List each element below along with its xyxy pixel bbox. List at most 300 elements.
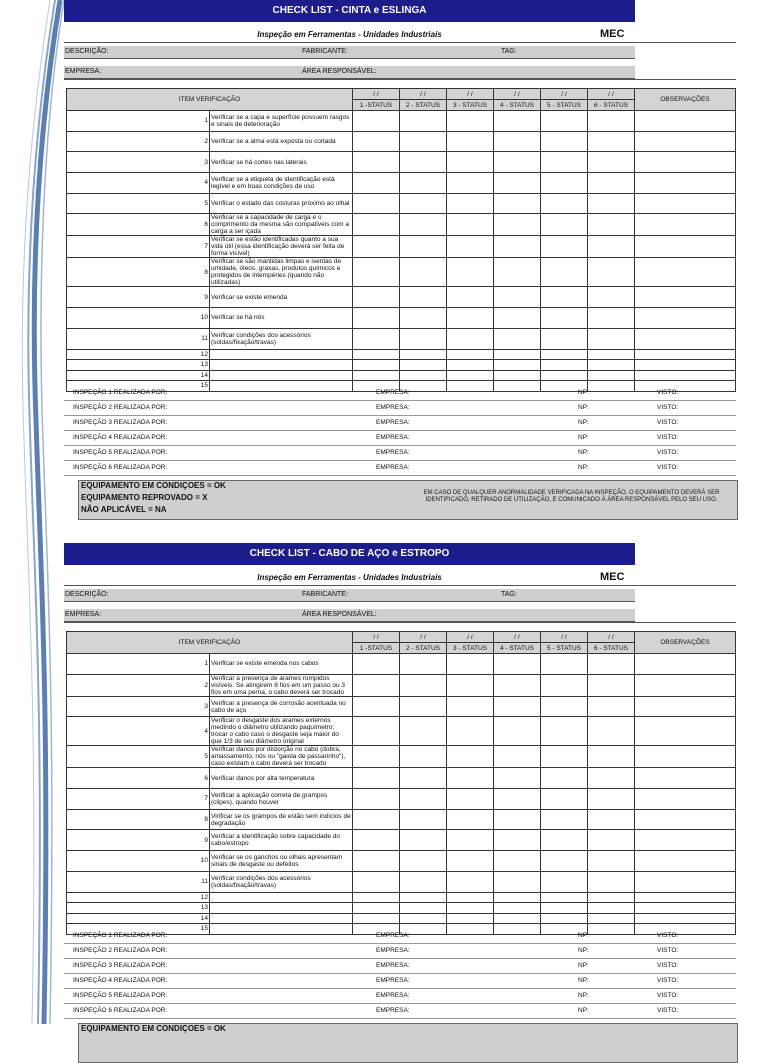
inspection-label: INSPEÇÃO 1 REALIZADA POR:	[73, 389, 168, 396]
status-cell[interactable]	[447, 892, 494, 903]
status-cell[interactable]	[353, 789, 400, 810]
inspection-label: INSPEÇÃO 1 REALIZADA POR:	[73, 932, 168, 939]
status-cell[interactable]	[588, 214, 635, 236]
status-cell[interactable]	[494, 768, 541, 789]
status-cell[interactable]	[400, 746, 447, 768]
status-cell[interactable]	[353, 214, 400, 236]
observation-cell[interactable]	[635, 258, 736, 287]
status-cell[interactable]	[494, 871, 541, 892]
status-cell[interactable]	[588, 308, 635, 329]
status-cell[interactable]	[447, 830, 494, 851]
status-cell[interactable]	[447, 360, 494, 371]
item-number: 13	[67, 360, 210, 371]
status-cell[interactable]	[494, 674, 541, 696]
empresa-sign-label: EMPRESA:	[376, 419, 410, 426]
status-cell[interactable]	[447, 717, 494, 746]
visto-label: VISTO:	[657, 947, 679, 954]
status-cell[interactable]	[447, 308, 494, 329]
checklist-table	[66, 631, 736, 935]
empresa-sign-label: EMPRESA:	[376, 992, 410, 999]
observation-cell[interactable]	[635, 360, 736, 371]
status-cell[interactable]	[494, 214, 541, 236]
status-cell[interactable]	[588, 696, 635, 717]
status-cell[interactable]	[588, 674, 635, 696]
item-text: Verificar condições dos acessórios (soldas/fixação/travas)	[210, 871, 353, 892]
status-cell[interactable]	[353, 674, 400, 696]
status-cell[interactable]	[353, 370, 400, 381]
tag-label: TAG:	[501, 591, 517, 598]
observation-cell[interactable]	[635, 851, 736, 872]
status-cell[interactable]	[447, 903, 494, 914]
item-text: Verificar se a capacidade de carga e o comprimento da mesma são compatíveis com a carga a ser içada	[210, 214, 353, 236]
status-cell[interactable]	[541, 360, 588, 371]
visto-label: VISTO:	[657, 1007, 679, 1014]
status-cell[interactable]	[494, 152, 541, 173]
status-cell[interactable]	[494, 789, 541, 810]
observation-cell[interactable]	[635, 809, 736, 830]
table-row	[67, 654, 736, 675]
status-cell[interactable]	[400, 349, 447, 360]
table-row	[67, 903, 736, 914]
observation-cell[interactable]	[635, 696, 736, 717]
status-cell[interactable]	[447, 287, 494, 308]
status-cell[interactable]	[447, 674, 494, 696]
signature-row	[64, 1004, 736, 1019]
status-cell[interactable]	[588, 654, 635, 675]
np-label: NP:	[578, 434, 589, 441]
status-cell[interactable]	[588, 193, 635, 214]
visto-label: VISTO:	[657, 464, 679, 471]
status-cell[interactable]	[447, 851, 494, 872]
status-header: 2 - STATUS	[400, 643, 447, 654]
status-cell[interactable]	[494, 654, 541, 675]
status-cell[interactable]	[353, 131, 400, 152]
table-row	[67, 789, 736, 810]
np-label: NP:	[578, 389, 589, 396]
observation-cell[interactable]	[635, 131, 736, 152]
status-cell[interactable]	[494, 746, 541, 768]
observation-cell[interactable]	[635, 349, 736, 360]
status-cell[interactable]	[541, 173, 588, 194]
status-cell[interactable]	[588, 768, 635, 789]
observation-cell[interactable]	[635, 328, 736, 349]
observation-cell[interactable]	[635, 173, 736, 194]
item-number: 9	[67, 287, 210, 308]
status-cell[interactable]	[541, 328, 588, 349]
observation-cell[interactable]	[635, 789, 736, 810]
status-cell[interactable]	[541, 193, 588, 214]
status-cell[interactable]	[588, 111, 635, 132]
date-cell[interactable]: / /	[494, 632, 541, 643]
observation-cell[interactable]	[635, 152, 736, 173]
status-cell[interactable]	[447, 768, 494, 789]
np-label: NP:	[578, 419, 589, 426]
date-cell[interactable]: / /	[400, 632, 447, 643]
status-cell[interactable]	[541, 674, 588, 696]
status-cell[interactable]	[353, 903, 400, 914]
status-cell[interactable]	[494, 903, 541, 914]
status-cell[interactable]	[494, 173, 541, 194]
status-cell[interactable]	[494, 717, 541, 746]
item-number: 4	[67, 717, 210, 746]
status-cell[interactable]	[353, 328, 400, 349]
empresa-sign-label: EMPRESA:	[376, 464, 410, 471]
date-cell[interactable]: / /	[588, 632, 635, 643]
signature-row	[64, 959, 736, 974]
status-cell[interactable]	[447, 258, 494, 287]
status-cell[interactable]	[353, 851, 400, 872]
status-cell[interactable]	[541, 830, 588, 851]
status-cell[interactable]	[400, 193, 447, 214]
status-cell[interactable]	[400, 360, 447, 371]
observation-cell[interactable]	[635, 193, 736, 214]
status-cell[interactable]	[588, 871, 635, 892]
status-cell[interactable]	[588, 173, 635, 194]
status-cell[interactable]	[494, 696, 541, 717]
status-cell[interactable]	[588, 851, 635, 872]
status-cell[interactable]	[353, 193, 400, 214]
status-cell[interactable]	[447, 111, 494, 132]
status-cell[interactable]	[353, 111, 400, 132]
item-text: Verificar se a etiqueta de identificação está legível e em boas condições de uso	[210, 173, 353, 194]
status-cell[interactable]	[400, 830, 447, 851]
status-header: 5 - STATUS	[541, 643, 588, 654]
status-cell[interactable]	[447, 789, 494, 810]
status-cell[interactable]	[541, 287, 588, 308]
status-cell[interactable]	[588, 328, 635, 349]
status-cell[interactable]	[447, 236, 494, 258]
status-cell[interactable]	[494, 308, 541, 329]
signature-row	[64, 386, 736, 401]
item-number: 2	[67, 674, 210, 696]
item-number: 4	[67, 173, 210, 194]
tag-label: TAG:	[501, 48, 517, 55]
status-cell[interactable]	[400, 173, 447, 194]
status-cell[interactable]	[400, 674, 447, 696]
status-cell[interactable]	[400, 809, 447, 830]
status-cell[interactable]	[541, 654, 588, 675]
inspection-label: INSPEÇÃO 5 REALIZADA POR:	[73, 992, 168, 999]
table-row	[67, 214, 736, 236]
status-cell[interactable]	[400, 768, 447, 789]
status-cell[interactable]	[494, 830, 541, 851]
observation-cell[interactable]	[635, 308, 736, 329]
status-cell[interactable]	[588, 913, 635, 924]
item-text: Verificar o estado das costuras próximo ao olhal	[210, 193, 353, 214]
table-row	[67, 152, 736, 173]
status-cell[interactable]	[541, 913, 588, 924]
status-cell[interactable]	[400, 308, 447, 329]
status-cell[interactable]	[353, 871, 400, 892]
signature-row	[64, 431, 736, 446]
signature-row	[64, 989, 736, 1004]
date-cell[interactable]: / /	[447, 632, 494, 643]
status-header: 1 -STATUS	[353, 643, 400, 654]
status-cell[interactable]	[541, 789, 588, 810]
status-cell[interactable]	[541, 308, 588, 329]
status-cell[interactable]	[494, 892, 541, 903]
status-cell[interactable]	[588, 717, 635, 746]
item-text: Verificar se estão identificadas quanto a sua vida útil (essa identificação deverá ser feita de forma visível)	[210, 236, 353, 258]
status-cell[interactable]	[541, 236, 588, 258]
status-cell[interactable]	[447, 913, 494, 924]
date-cell[interactable]: / /	[494, 89, 541, 100]
status-cell[interactable]	[494, 370, 541, 381]
item-text	[210, 892, 353, 903]
status-cell[interactable]	[494, 349, 541, 360]
date-cell[interactable]: / /	[447, 89, 494, 100]
status-cell[interactable]	[494, 287, 541, 308]
descricao-row	[64, 589, 635, 602]
status-cell[interactable]	[400, 131, 447, 152]
np-label: NP:	[578, 962, 589, 969]
item-text	[210, 903, 353, 914]
status-cell[interactable]	[541, 892, 588, 903]
status-cell[interactable]	[541, 768, 588, 789]
signature-row	[64, 929, 736, 944]
status-header: 5 - STATUS	[541, 100, 588, 111]
status-cell[interactable]	[447, 871, 494, 892]
item-text	[210, 913, 353, 924]
legend-box	[78, 480, 738, 520]
status-cell[interactable]	[541, 131, 588, 152]
status-cell[interactable]	[400, 871, 447, 892]
status-cell[interactable]	[447, 152, 494, 173]
visto-label: VISTO:	[657, 962, 679, 969]
status-cell[interactable]	[353, 809, 400, 830]
visto-label: VISTO:	[657, 389, 679, 396]
status-cell[interactable]	[400, 892, 447, 903]
signature-row	[64, 446, 736, 461]
status-cell[interactable]	[494, 258, 541, 287]
status-cell[interactable]	[353, 360, 400, 371]
status-cell[interactable]	[541, 258, 588, 287]
status-cell[interactable]	[353, 236, 400, 258]
status-cell[interactable]	[353, 349, 400, 360]
observation-cell[interactable]	[635, 903, 736, 914]
status-cell[interactable]	[541, 851, 588, 872]
status-cell[interactable]	[400, 214, 447, 236]
status-cell[interactable]	[400, 913, 447, 924]
observation-cell[interactable]	[635, 236, 736, 258]
status-cell[interactable]	[353, 768, 400, 789]
status-cell[interactable]	[447, 746, 494, 768]
item-text: Verificar a presença de arames rompidos visíveis. Se atingirem 6 fios em um passo ou 3 fios em uma perna, o cabo deverá ser trocado	[210, 674, 353, 696]
status-cell[interactable]	[400, 696, 447, 717]
status-cell[interactable]	[447, 370, 494, 381]
observation-cell[interactable]	[635, 768, 736, 789]
status-cell[interactable]	[588, 746, 635, 768]
table-row	[67, 696, 736, 717]
status-cell[interactable]	[400, 287, 447, 308]
date-cell[interactable]: / /	[353, 632, 400, 643]
status-cell[interactable]	[400, 152, 447, 173]
status-cell[interactable]	[541, 370, 588, 381]
item-text: Verificar se a alma está exposta ou cortada	[210, 131, 353, 152]
status-cell[interactable]	[447, 809, 494, 830]
item-text: Verificar se a capa e superfície possuem rasgos e sinais de deterioração	[210, 111, 353, 132]
status-cell[interactable]	[541, 214, 588, 236]
item-number: 8	[67, 258, 210, 287]
status-cell[interactable]	[447, 214, 494, 236]
item-text: Verificar se há cortes nas laterais	[210, 152, 353, 173]
np-label: NP:	[578, 932, 589, 939]
date-cell[interactable]: / /	[353, 89, 400, 100]
status-cell[interactable]	[353, 258, 400, 287]
item-text: Verificar o desgaste dos arames externos medindo o diâmetro utilizando paquímetro; trocar o cabo caso o desgaste seja maior do que 1/3 de seu diâmetro original	[210, 717, 353, 746]
status-cell[interactable]	[400, 717, 447, 746]
visto-label: VISTO:	[657, 449, 679, 456]
status-cell[interactable]	[541, 717, 588, 746]
status-cell[interactable]	[541, 903, 588, 914]
signature-row	[64, 401, 736, 416]
observation-cell[interactable]	[635, 214, 736, 236]
status-cell[interactable]	[588, 258, 635, 287]
status-header: 4 - STATUS	[494, 643, 541, 654]
status-cell[interactable]	[494, 913, 541, 924]
status-cell[interactable]	[494, 328, 541, 349]
status-cell[interactable]	[588, 789, 635, 810]
status-cell[interactable]	[353, 287, 400, 308]
status-cell[interactable]	[588, 809, 635, 830]
observation-cell[interactable]	[635, 913, 736, 924]
item-number: 3	[67, 152, 210, 173]
status-cell[interactable]	[400, 111, 447, 132]
inspection-label: INSPEÇÃO 3 REALIZADA POR:	[73, 419, 168, 426]
observation-cell[interactable]	[635, 370, 736, 381]
observation-cell[interactable]	[635, 674, 736, 696]
status-cell[interactable]	[400, 789, 447, 810]
status-cell[interactable]	[447, 696, 494, 717]
item-number: 11	[67, 871, 210, 892]
decorative-swoosh-icon	[0, 0, 70, 1024]
status-cell[interactable]	[353, 830, 400, 851]
status-cell[interactable]	[400, 258, 447, 287]
item-number: 1	[67, 654, 210, 675]
observation-cell[interactable]	[635, 871, 736, 892]
status-cell[interactable]	[353, 654, 400, 675]
status-cell[interactable]	[447, 193, 494, 214]
table-row	[67, 131, 736, 152]
status-cell[interactable]	[400, 370, 447, 381]
table-row	[67, 193, 736, 214]
status-cell[interactable]	[541, 809, 588, 830]
status-cell[interactable]	[588, 370, 635, 381]
date-cell[interactable]: / /	[588, 89, 635, 100]
status-cell[interactable]	[541, 349, 588, 360]
observation-cell[interactable]	[635, 717, 736, 746]
item-number: 10	[67, 308, 210, 329]
np-label: NP:	[578, 449, 589, 456]
date-cell[interactable]: / /	[400, 89, 447, 100]
status-cell[interactable]	[541, 696, 588, 717]
item-number: 5	[67, 746, 210, 768]
status-cell[interactable]	[588, 830, 635, 851]
status-cell[interactable]	[588, 360, 635, 371]
status-cell[interactable]	[353, 173, 400, 194]
empresa-sign-label: EMPRESA:	[376, 977, 410, 984]
status-cell[interactable]	[400, 328, 447, 349]
observation-cell[interactable]	[635, 654, 736, 675]
status-cell[interactable]	[494, 851, 541, 872]
status-cell[interactable]	[447, 328, 494, 349]
status-cell[interactable]	[494, 193, 541, 214]
item-number: 14	[67, 913, 210, 924]
item-number: 6	[67, 214, 210, 236]
item-text: Verificar a identificação sobre capacidade do cabo/estropo	[210, 830, 353, 851]
item-text: Verificar a presença de corrosão acentuada no cabo de aço	[210, 696, 353, 717]
item-number: 7	[67, 789, 210, 810]
signature-row	[64, 974, 736, 989]
item-text	[210, 349, 353, 360]
status-cell[interactable]	[588, 131, 635, 152]
status-cell[interactable]	[447, 349, 494, 360]
status-cell[interactable]	[447, 654, 494, 675]
inspection-label: INSPEÇÃO 4 REALIZADA POR:	[73, 977, 168, 984]
status-cell[interactable]	[353, 717, 400, 746]
table-row	[67, 308, 736, 329]
status-cell[interactable]	[353, 308, 400, 329]
status-cell[interactable]	[541, 746, 588, 768]
observation-cell[interactable]	[635, 746, 736, 768]
status-cell[interactable]	[353, 746, 400, 768]
table-row	[67, 360, 736, 371]
item-text: Verificar se há nós	[210, 308, 353, 329]
area-label: ÁREA RESPONSÁVEL:	[302, 611, 377, 618]
status-cell[interactable]	[400, 236, 447, 258]
status-cell[interactable]	[400, 654, 447, 675]
status-cell[interactable]	[494, 360, 541, 371]
mec-label: MEC	[600, 571, 625, 583]
status-cell[interactable]	[541, 111, 588, 132]
obs-header: OBSERVAÇÕES	[635, 632, 736, 654]
status-cell[interactable]	[494, 131, 541, 152]
status-header: 6 - STATUS	[588, 100, 635, 111]
date-cell[interactable]: / /	[541, 632, 588, 643]
visto-label: VISTO:	[657, 419, 679, 426]
status-cell[interactable]	[494, 111, 541, 132]
status-cell[interactable]	[541, 871, 588, 892]
item-text: Verificar condições dos acessórios (soldas/fixação/travas)	[210, 328, 353, 349]
status-cell[interactable]	[588, 152, 635, 173]
table-row	[67, 913, 736, 924]
date-cell[interactable]: / /	[541, 89, 588, 100]
status-cell[interactable]	[588, 349, 635, 360]
status-cell[interactable]	[494, 236, 541, 258]
status-cell[interactable]	[353, 892, 400, 903]
status-cell[interactable]	[447, 131, 494, 152]
status-cell[interactable]	[541, 152, 588, 173]
status-cell[interactable]	[353, 152, 400, 173]
status-cell[interactable]	[588, 903, 635, 914]
observation-cell[interactable]	[635, 287, 736, 308]
status-cell[interactable]	[353, 696, 400, 717]
empresa-sign-label: EMPRESA:	[376, 389, 410, 396]
status-cell[interactable]	[447, 173, 494, 194]
status-cell[interactable]	[588, 236, 635, 258]
observation-cell[interactable]	[635, 111, 736, 132]
observation-cell[interactable]	[635, 830, 736, 851]
item-number: 3	[67, 696, 210, 717]
observation-cell[interactable]	[635, 892, 736, 903]
status-cell[interactable]	[400, 903, 447, 914]
np-label: NP:	[578, 464, 589, 471]
status-cell[interactable]	[353, 913, 400, 924]
status-cell[interactable]	[588, 287, 635, 308]
status-cell[interactable]	[494, 809, 541, 830]
status-cell[interactable]	[400, 851, 447, 872]
status-cell[interactable]	[588, 892, 635, 903]
